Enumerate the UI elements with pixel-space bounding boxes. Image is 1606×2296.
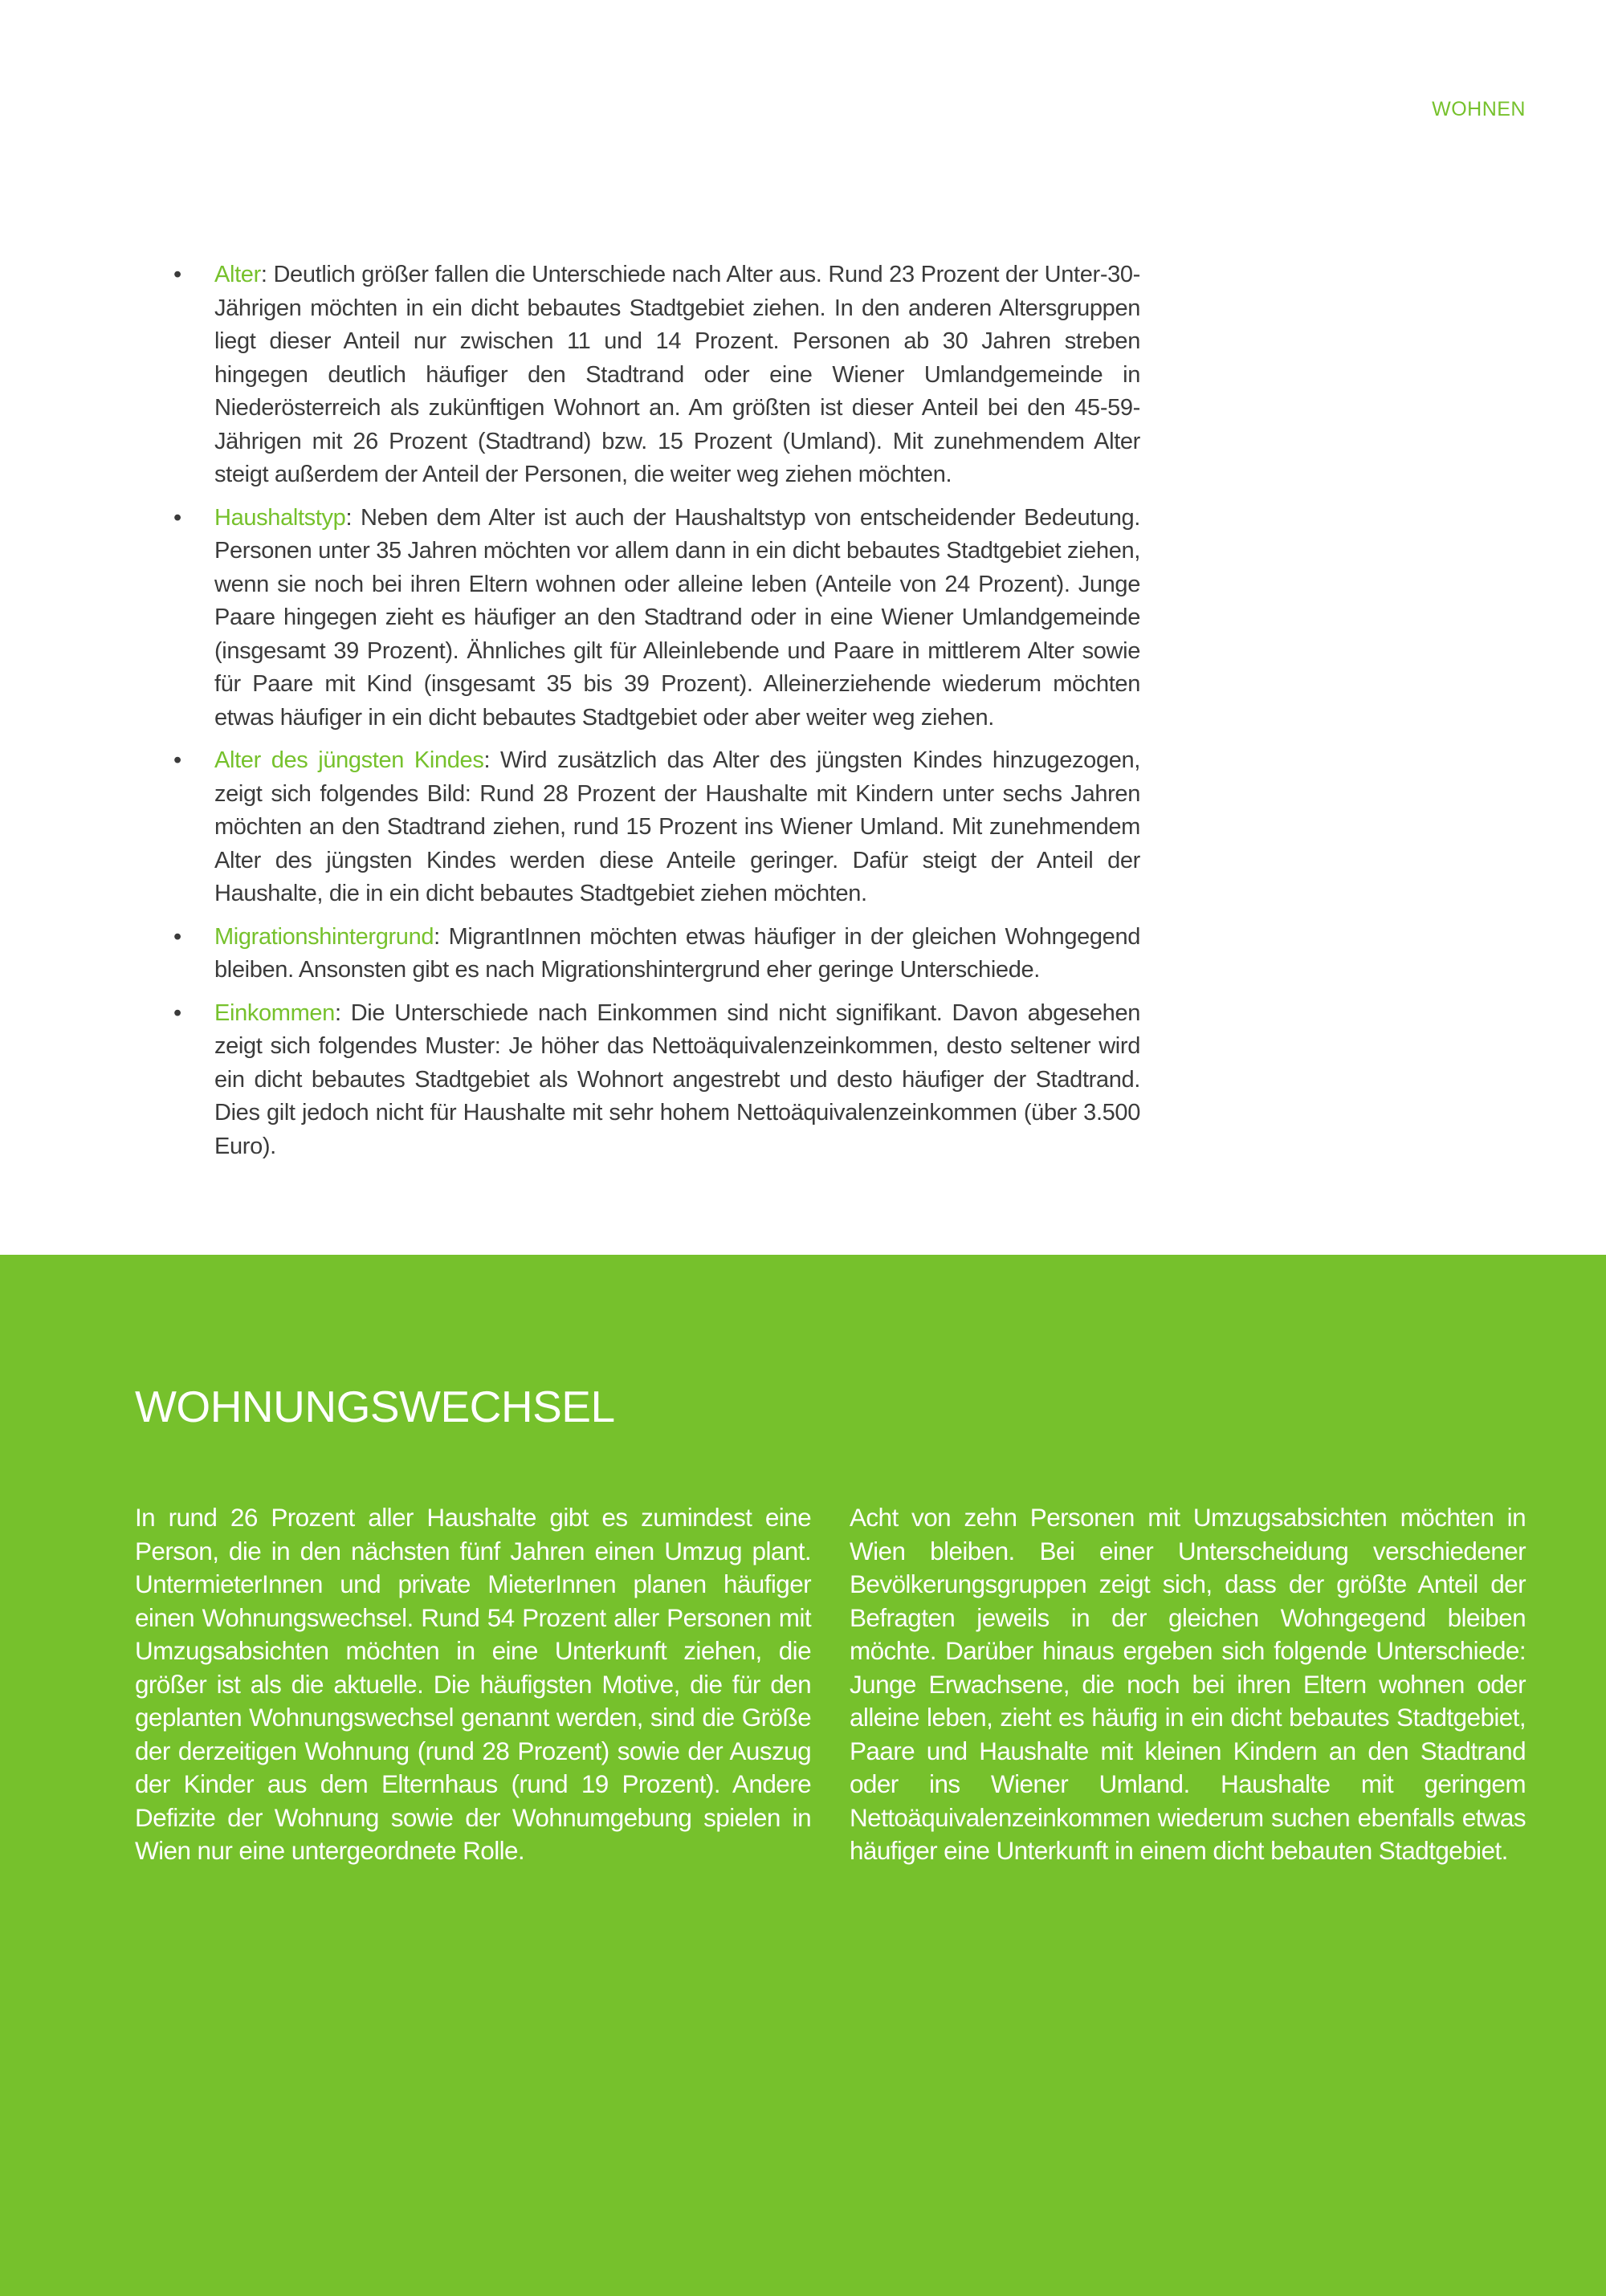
bullet-text: : Neben dem Alter ist auch der Haushaltstyp von entscheidender Bedeutung. Personen unter 35 Jahren möchten vor allem dann in ein dicht bebautes Stadtgebiet ziehen, wenn sie noch bei ihren Eltern wohnen oder alleine leben (Anteile von 24 Prozent). Junge Paare hingegen zieht es häufiger an den Stadtrand oder in eine Wiener Umlandgemeinde (insgesamt 39 Prozent). Ähnliches gilt für Alleinlebende und Paare in mittlerem Alter sowie für Paare mit Kind (insgesamt 35 bis 39 Prozent). Alleinerziehende wiederum möchten etwas häufiger in ein dicht bebautes Stadtgebiet oder aber weiter weg ziehen.: [214, 504, 1140, 731]
bullet-term: Einkommen: [214, 999, 335, 1026]
bullet-term: Haushaltstyp: [214, 504, 346, 531]
bullet-text: : Die Unterschiede nach Einkommen sind nicht signifikant. Davon abgesehen zeigt sich folgendes Muster: Je höher das Nettoäquivalenzeinkommen, desto seltener wird ein dicht bebautes Stadtgebiet als Wohnort angestrebt und desto häufiger der Stadtrand. Dies gilt jedoch nicht für Haushalte mit sehr hohem Nettoäquivalenzeinkommen (über 3.500 Euro).: [214, 999, 1140, 1159]
bullet-text: : MigrantInnen möchten etwas häufiger in der gleichen Wohngegend bleiben. Ansonsten gibt es nach Migrationshintergrund eher geringe Unterschiede.: [214, 923, 1140, 983]
bullet-icon: •: [173, 504, 181, 531]
bullet-icon: •: [173, 999, 181, 1026]
bullet-icon: •: [173, 747, 181, 773]
bullet-term: Alter: [214, 262, 261, 287]
bullet-text: : Wird zusätzlich das Alter des jüngsten Kindes hinzugezogen, zeigt sich folgendes Bild: Rund 28 Prozent der Haushalte mit Kindern unter sechs Jahren möchten an den Stadtrand ziehen, rund 15 Prozent ins Wiener Umland. Mit zunehmendem Alter des jüngsten Kindes werden diese Anteile geringer. Dafür steigt der Anteil der Haushalte, die in ein dicht bebautes Stadtgebiet ziehen möchten.: [214, 747, 1140, 906]
bullet-text: : Deutlich größer fallen die Unterschiede nach Alter aus. Rund 23 Prozent der Unter-30-Jährigen möchten in ein dicht bebautes Stadtgebiet ziehen. In den anderen Altersgruppen liegt dieser Anteil nur zwischen 11 und 14 Prozent. Personen ab 30 Jahren streben hingegen deutlich häufiger den Stadtrand oder eine Wiener Umlandgemeinde in Niederösterreich als zukünftigen Wohnort an. Am größten ist dieser Anteil bei den 45-59-Jährigen mit 26 Prozent (Stadtrand) bzw. 15 Prozent (Umland). Mit zunehmendem Alter steigt außerdem der Anteil der Personen, die weiter weg ziehen möchten.: [214, 262, 1140, 487]
bullet-list: [167, 259, 1140, 1173]
list-item: [167, 744, 1140, 911]
list-item: [167, 997, 1140, 1164]
bullet-icon: •: [173, 262, 181, 287]
right-column-text: Acht von zehn Personen mit Umzugsabsichten möchten in Wien bleiben. Bei einer Unterscheidung verschiedener Bevölkerungsgruppen zeigt sich, dass der größte Anteil der Befragten jeweils in der gleichen Wohngegend bleiben möchte. Darüber hinaus ergeben sich folgende Unterschiede: Junge Erwachsene, die noch bei ihren Eltern wohnen oder alleine leben, zieht es häufig in ein dicht bebautes Stadtgebiet, Paare und Haushalte mit kleinen Kindern an den Stadtrand oder ins Wiener Umland. Haushalte mit geringem Nettoäquivalenzeinkommen wiederum suchen ebenfalls etwas häufiger eine Unterkunft in einem dicht bebauten Stadtgebiet.: [850, 1503, 1526, 1865]
list-item: [167, 921, 1140, 987]
left-column-text: In rund 26 Prozent aller Haushalte gibt es zumindest eine Person, die in den nächsten fünf Jahren einen Umzug plant. UntermieterInnen und private MieterInnen planen häufiger einen Wohnungswechsel. Rund 54 Prozent aller Personen mit Umzugsabsichten möchten in eine Unterkunft ziehen, die größer ist als die aktuelle. Die häufigsten Motive, die für den geplanten Wohnungswechsel genannt werden, sind die Größe der derzeitigen Wohnung (rund 28 Prozent) sowie der Auszug der Kinder aus dem Elternhaus (rund 19 Prozent). Andere Defizite der Wohnung sowie der Wohnumgebung spielen in Wien nur eine untergeordnete Rolle.: [135, 1503, 811, 1865]
bullet-term: Migrationshintergrund: [214, 923, 434, 950]
section-title: WOHNUNGSWECHSEL: [135, 1382, 615, 1431]
running-header: WOHNEN: [1432, 98, 1526, 120]
list-item: [167, 502, 1140, 735]
bullet-icon: •: [173, 923, 181, 950]
list-item: [167, 259, 1140, 492]
bullet-term: Alter des jüngsten Kindes: [214, 747, 484, 773]
